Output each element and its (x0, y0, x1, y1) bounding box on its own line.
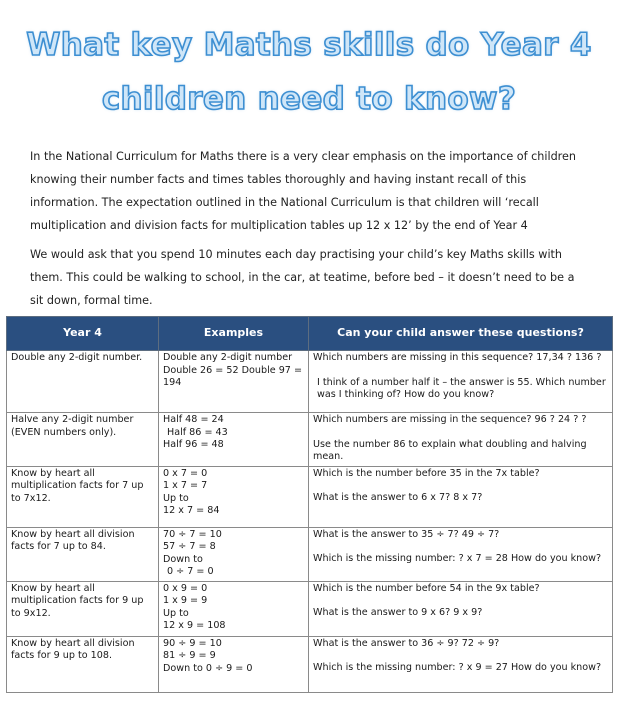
example-line: 70 ÷ 7 = 10 (163, 528, 222, 540)
table-row (7, 527, 613, 581)
question-line: What is the answer to 9 x 6? 9 x 9? (313, 607, 483, 618)
table-header-row (7, 317, 613, 351)
skills-table (6, 316, 613, 693)
questions-cell (309, 636, 613, 692)
example-line: Double any 2-digit number (163, 352, 293, 363)
skill-cell: Know by heart all multiplication facts for 7 up to 7x12. (7, 466, 159, 527)
example-line: Double 26 = 52 Double 97 = 194 (163, 364, 302, 388)
example-line: Down to 0 ÷ 9 = 0 (163, 662, 253, 674)
table-row (7, 413, 613, 467)
header-year-4: Year 4 (7, 317, 159, 351)
example-line: 1 x 9 = 9 (163, 595, 208, 606)
questions-cell (309, 466, 613, 527)
examples-cell (159, 466, 309, 527)
skill-cell: Know by heart all division facts for 9 up to 108. (7, 636, 159, 692)
question-line: What is the answer to 6 x 7? 8 x 7? (313, 492, 483, 503)
examples-cell (159, 413, 309, 467)
header-questions: Can your child answer these questions? (309, 317, 613, 351)
header-examples: Examples (159, 317, 309, 351)
skill-cell: Double any 2-digit number. (7, 351, 159, 413)
skill-cell: Know by heart all multiplication facts for 9 up to 9x12. (7, 581, 159, 636)
example-line: 57 ÷ 7 = 8 (163, 541, 216, 552)
questions-cell (309, 581, 613, 636)
example-line: 90 ÷ 9 = 10 (163, 637, 222, 649)
examples-cell (159, 581, 309, 636)
question-line: Which numbers are missing in this sequence? 17,34 ? 136 ? (313, 352, 602, 363)
examples-cell (159, 636, 309, 692)
page-title (0, 18, 618, 126)
question-line: I think of a number half it – the answer is 55. Which number was I thinking of? How do you know? (317, 376, 606, 400)
question-line: Which is the number before 54 in the 9x table? (313, 582, 540, 594)
title-line-2: children need to know? (101, 81, 517, 117)
question-line: Which is the number before 35 in the 7x table? (313, 467, 540, 479)
table-row (7, 581, 613, 636)
questions-cell (309, 413, 613, 467)
skill-cell: Know by heart all division facts for 7 up to 84. (7, 527, 159, 581)
intro-paragraph-2: We would ask that you spend 10 minutes each day practising your child’s key Maths skills with them. This could be walking to school, in the car, at teatime, before bed – it doesn’t need to be a sit down, formal time. (30, 248, 575, 307)
example-line: 0 ÷ 7 = 0 (167, 566, 214, 577)
table-row (7, 636, 613, 692)
example-line: Half 86 = 43 (167, 426, 228, 438)
example-line: Up to (163, 492, 189, 504)
example-line: Up to (163, 607, 189, 619)
question-line: Use the number 86 to explain what doubling and halving mean. (313, 438, 587, 462)
examples-cell (159, 527, 309, 581)
example-line: 12 x 9 = 108 (163, 620, 226, 631)
question-line: Which is the missing number: ? x 9 = 27 How do you know? (313, 662, 602, 673)
question-line: What is the answer to 36 ÷ 9? 72 ÷ 9? (313, 637, 500, 649)
example-line: Half 48 = 24 (163, 414, 224, 425)
questions-cell (309, 527, 613, 581)
example-line: 0 x 9 = 0 (163, 582, 208, 594)
example-line: Half 96 = 48 (163, 439, 224, 450)
table-row (7, 466, 613, 527)
skill-cell: Halve any 2-digit number (EVEN numbers only). (7, 413, 159, 467)
example-line: 12 x 7 = 84 (163, 505, 220, 516)
table-row (7, 351, 613, 413)
title-line-1: What key Maths skills do Year 4 (26, 27, 592, 63)
example-line: 81 ÷ 9 = 9 (163, 650, 216, 661)
question-line: Which is the missing number: ? x 7 = 28 How do you know? (313, 553, 602, 564)
example-line: 1 x 7 = 7 (163, 480, 208, 491)
examples-cell (159, 351, 309, 413)
example-line: 0 x 7 = 0 (163, 467, 208, 479)
example-line: Down to (163, 553, 203, 565)
intro-text (30, 145, 590, 318)
question-line: What is the answer to 35 ÷ 7? 49 ÷ 7? (313, 528, 500, 540)
questions-cell (309, 351, 613, 413)
intro-paragraph-1: In the National Curriculum for Maths there is a very clear emphasis on the importance of children knowing their number facts and times tables thoroughly and having instant recall of this information. The expectation outlined in the National Curriculum is that children will ‘recall multiplication and division facts for multiplication tables up 12 x 12’ by the end of Year 4 (30, 150, 577, 232)
question-line: Which numbers are missing in the sequence? 96 ? 24 ? ? (313, 414, 587, 425)
